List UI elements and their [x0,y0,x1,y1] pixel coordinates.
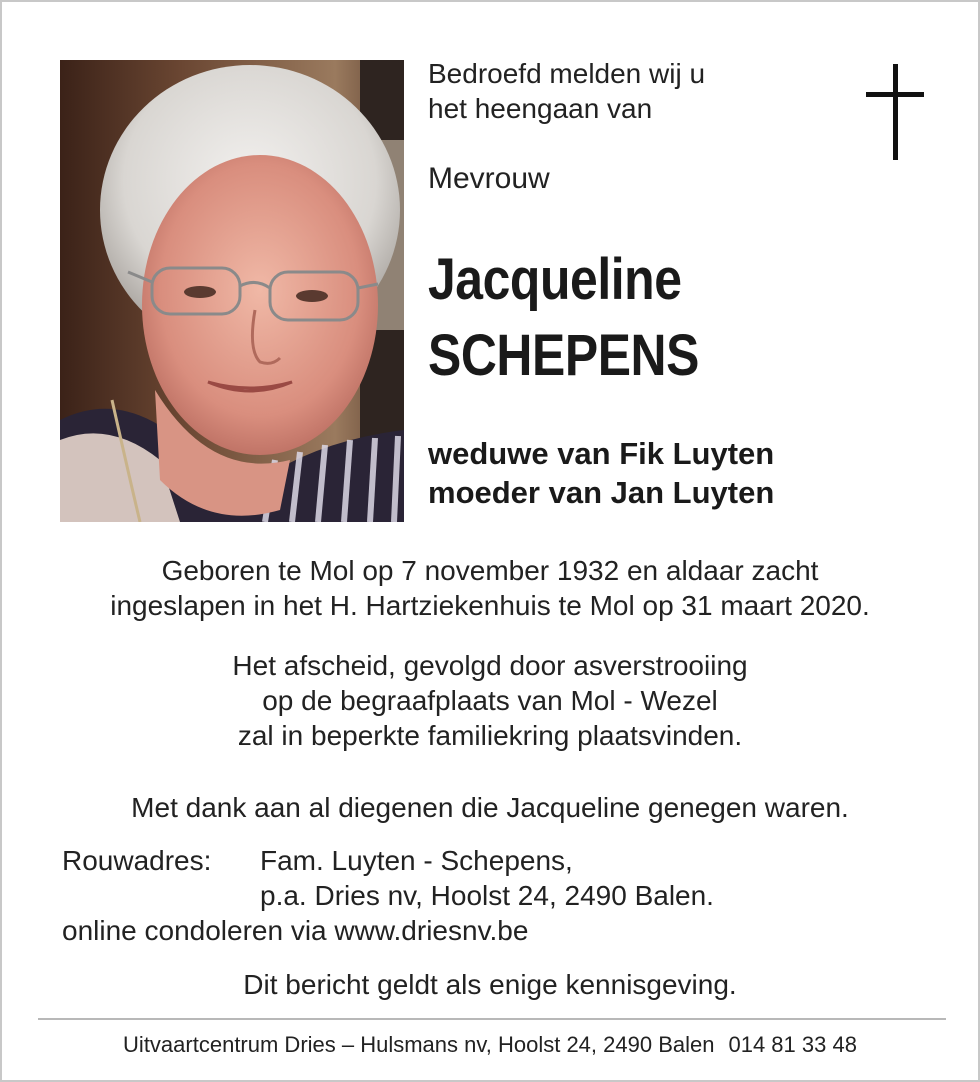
online-condolences: online condoleren via www.driesnv.be [62,915,529,946]
last-name: SCHEPENS [428,323,699,388]
birth-death-info [22,553,958,623]
intro-line-2: het heengaan van [428,93,653,124]
birth-line-2: ingeslapen in het H. Hartziekenhuis te Mol op 31 maart 2020. [110,590,870,621]
birth-line-1: Geboren te Mol op 7 november 1932 en aldaar zacht [161,555,819,586]
farewell-line-2: op de begraafplaats van Mol - Wezel [262,685,718,716]
first-name: Jacqueline [428,247,682,312]
intro-text [428,56,705,126]
deceased-name [428,242,699,394]
address-line-1: Fam. Luyten - Schepens, [260,845,573,876]
footer [22,1032,958,1058]
portrait-photo [60,60,404,522]
family-relations [428,434,774,512]
mourning-address [62,843,714,948]
funeral-company: Uitvaartcentrum Dries – Hulsmans nv, Hoolst 24, 2490 Balen [123,1032,715,1057]
address-line-2: p.a. Dries nv, Hoolst 24, 2490 Balen. [260,880,714,911]
intro-line-1: Bedroefd melden wij u [428,58,706,89]
company-phone: 014 81 33 48 [728,1032,857,1057]
footer-divider [38,1018,946,1020]
portrait-image [60,60,404,522]
cross-icon [866,64,924,160]
relation-widow: weduwe van Fik Luyten [428,436,775,471]
farewell-info [22,648,958,753]
honorific: Mevrouw [428,162,550,195]
address-label: Rouwadres: [62,845,212,876]
notice-text: Dit bericht geldt als enige kennisgeving. [243,969,737,1000]
farewell-line-3: zal in beperkte familiekring plaatsvinden. [237,720,743,751]
farewell-line-1: Het afscheid, gevolgd door asverstrooiing [232,650,748,681]
relation-mother: moeder van Jan Luyten [428,475,775,510]
thanks-text: Met dank aan al diegenen die Jacqueline genegen waren. [131,792,849,823]
